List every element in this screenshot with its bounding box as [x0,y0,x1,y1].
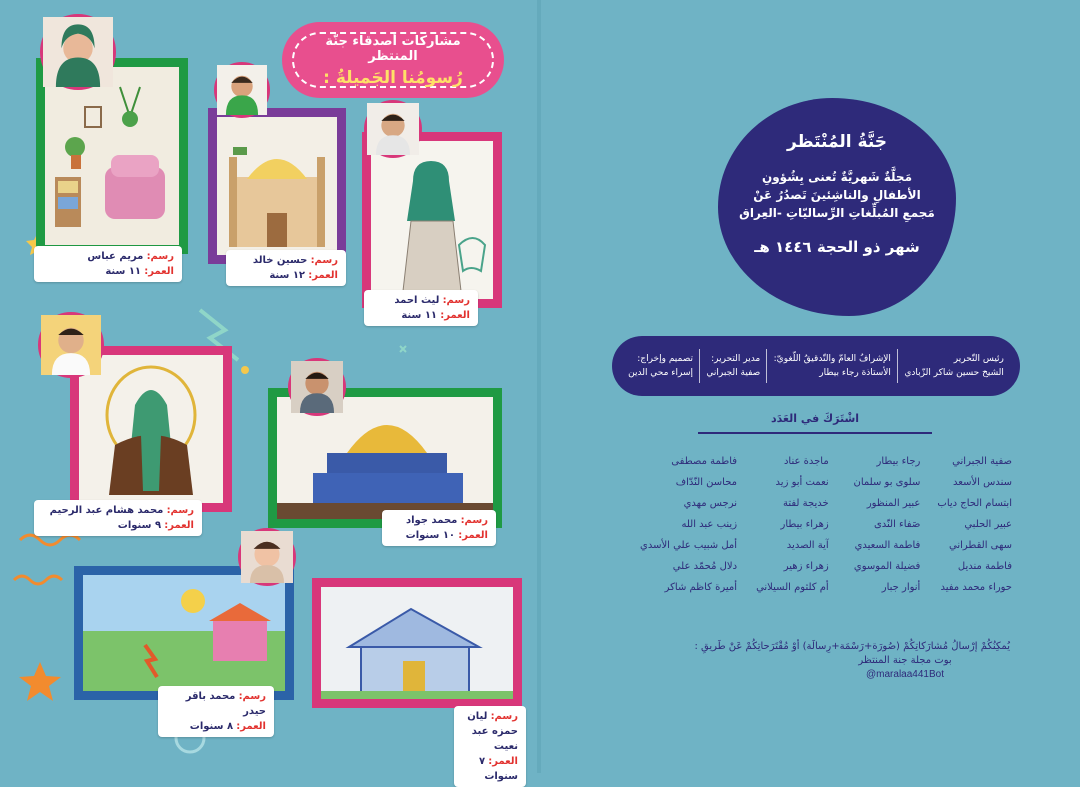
participant-name: فاطمة منديل [957,561,1012,572]
participant-name: أنوار جبار [881,582,921,593]
participant-name: محاسن النّدّاف [675,477,738,488]
participant-name: زهراء زهير [783,561,829,572]
drawing-label-2 [226,250,346,286]
participant-name: ابتسام الحاج دياب [937,498,1012,509]
drawing-frame-7 [312,578,522,708]
participant-name: زينب عبد الله [681,519,738,530]
participants-list [640,454,1012,596]
participant-name: سلوى بو سلمان [853,477,921,488]
drawing-frame-6 [74,566,294,700]
staff-person: الأستاذة رجاء بيطار [819,368,891,378]
staff-divider [766,349,767,383]
drawing-label-4 [34,500,202,536]
bot-name: بوت مجلة جنة المنتظر [858,655,952,666]
avatar [40,14,116,90]
landscape-drawing [83,575,285,691]
artist-age: ١٢ سنة [269,270,306,281]
artist-name: محمد باقر حيدر [185,691,266,717]
artist-age: ١١ سنة [401,310,438,321]
contributions-header [282,22,504,98]
staff-credits [612,336,1020,396]
artist-age: ٨ سنوات [189,721,234,732]
participant-name: آية الصديد [786,540,829,551]
artist-age: ١١ سنة [105,266,142,277]
age-prefix: العمر: [236,721,266,732]
artist-prefix: رسم: [460,515,488,526]
participant-name: خديجة لفتة [782,498,829,509]
participants-title: اشْتَرَكَ في العَدَد [770,412,860,425]
participant-name: أمل شبيب علي الأسدي [640,540,738,551]
age-prefix: العمر: [440,310,470,321]
artist-age: ١٠ سنوات [405,530,456,541]
contact-instructions: يُمكِنُكُمْ إرْسالُ مُشارَكاتِكُمْ (صُورَة+رَسْمَة+رِسالَة) أوْ مُقْتَرَحاتِكُمْ عَنْ طَريقِ : [694,641,1010,652]
drawing-frame-1 [36,58,188,254]
drawing-frame-2 [208,108,346,264]
drawing-label-1 [34,246,182,282]
contact-info [640,640,1010,682]
age-prefix: العمر: [164,520,194,531]
artist-prefix: رسم: [238,691,266,702]
header-line2: رُسومُنا الجَميلةُ : [323,68,463,88]
page-fold [537,0,541,773]
avatar [38,312,104,378]
participant-name: رجاء بيطار [876,456,921,467]
artist-prefix: رسم: [166,505,194,516]
artist-name: محمد هشام عبد الرحيم [49,505,164,516]
drawing-label-3 [364,290,478,326]
participant-name: دلال مُحمّد علي [672,561,738,572]
participant-name: سهى القطراني [948,540,1012,551]
avatar [214,62,270,118]
participant-name: عبير الحلبي [964,519,1012,530]
participant-name: صفية الجبراني [952,456,1012,467]
portrait-drawing [79,355,223,503]
artist-prefix: رسم: [442,295,470,306]
room-drawing [45,67,179,245]
artist-name: مريم عباس [87,251,144,262]
drawing-frame-3 [362,132,502,308]
participant-name: عبير المنظور [866,498,921,509]
avatar [238,528,296,586]
staff-divider [699,349,700,383]
staff-person: إسراء محي الدين [628,368,694,378]
magazine-name: جَنَّةُ المُنْتَظر [786,132,888,152]
staff-item [898,352,1010,380]
age-prefix: العمر: [308,270,338,281]
magazine-description: مَجلَّةٌ شَهريَّةٌ تُعنى بِشُؤونِ الأطفالِ والناشِئينَ تَصدُرُ عَنْ مَجمعِ المُبلِّغاتِ الرِّساليّاتِ -العِراق [739,170,935,220]
drawing-label-5 [382,510,496,546]
participant-name: حوراء محمد مفيد [940,582,1012,593]
house-drawing [321,587,513,699]
participant-name: أميرة كاظم شاكر [664,582,738,593]
participant-name: زهراء بيطار [780,519,829,530]
age-prefix: العمر: [488,756,518,767]
bot-handle[interactable]: maralaa441Bot@ [866,669,944,680]
staff-item [622,352,699,380]
drawing-label-7 [454,706,526,787]
artist-name: ليان حمزه عبد نعيت [467,711,518,752]
participant-name: سندس الأسعد [953,477,1012,488]
staff-divider [897,349,898,383]
drawing-label-6 [158,686,274,737]
staff-role: مدير التحرير: [711,354,761,364]
participant-name: فاطمة مصطفى [671,456,738,467]
participant-name: أم كلثوم السيلاني [756,582,829,593]
artist-age: ٧ سنوات [478,756,518,782]
staff-item [768,352,897,380]
staff-person: صفية الجبراني [706,368,761,378]
artist-name: ليث احمد [394,295,440,306]
artist-name: حسين خالد [252,255,308,266]
figure-drawing [371,141,493,299]
participant-name: صَفاء النّدى [873,519,921,530]
staff-role: رئيس التّحرير [953,354,1004,364]
header-line1: مشاركات أصدقاء جنّة المنتظر [325,34,461,64]
staff-role: تصميم وإخراج: [637,354,694,364]
participants-underline [698,432,932,434]
participant-name: ماجدة عناد [783,456,829,467]
artist-age: ٩ سنوات [117,520,162,531]
participant-name: نعمت أبو زيد [775,477,829,488]
avatar [364,100,422,158]
staff-person: الشيخ حسين شاكر الزّبادي [904,368,1004,378]
avatar [288,358,346,416]
staff-item [700,352,766,380]
staff-role: الإشرافُ العامّ والتّدقيقُ اللّغويّ: [773,354,891,364]
participant-name: نرجس مهدي [683,498,738,509]
artist-prefix: رسم: [146,251,174,262]
age-prefix: العمر: [458,530,488,541]
participant-name: فضيلة الموسوي [853,561,921,572]
dome-drawing [277,397,493,519]
issue-month: شهر ذو الحجة ١٤٤٦ هـ [754,238,920,256]
artist-prefix: رسم: [490,711,518,722]
artist-prefix: رسم: [310,255,338,266]
shrine-drawing [217,117,337,255]
age-prefix: العمر: [144,266,174,277]
artist-name: محمد جواد [405,515,458,526]
participant-name: فاطمة السعيدي [854,540,921,551]
